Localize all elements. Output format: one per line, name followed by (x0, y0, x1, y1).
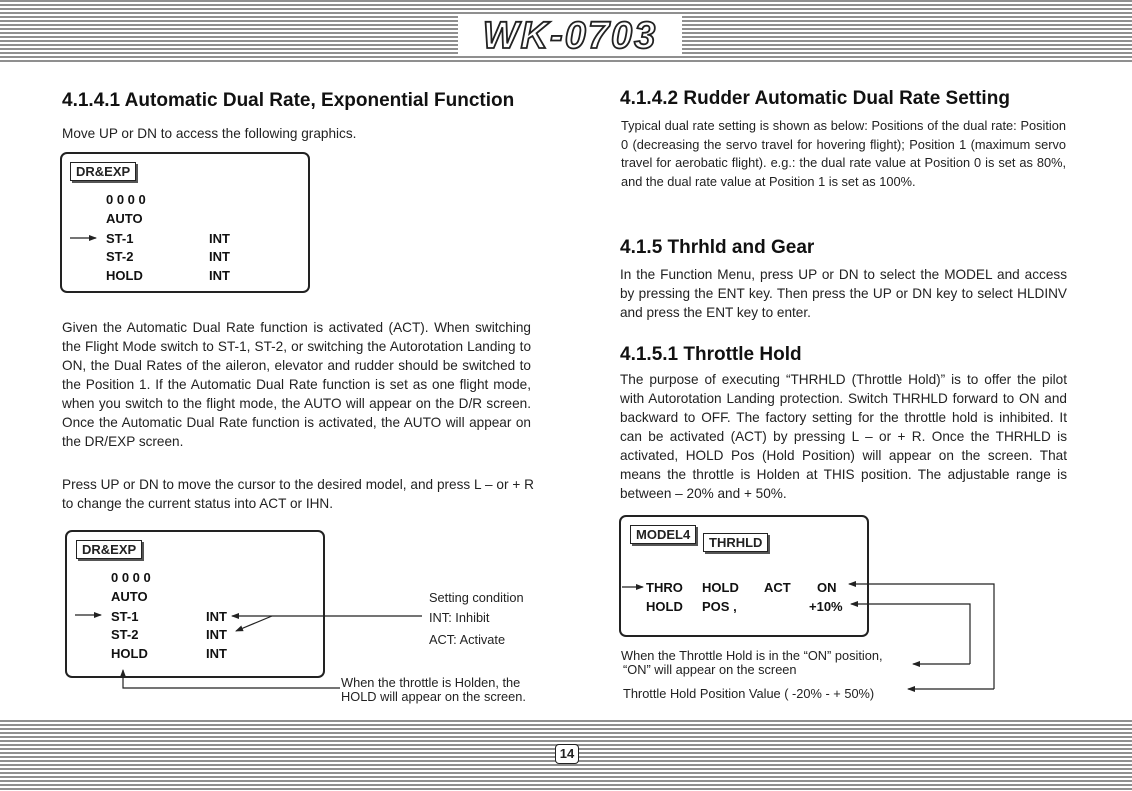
note-on-1: When the Throttle Hold is in the “ON” position, (621, 648, 883, 663)
screen-row2-col3: +10% (809, 599, 843, 614)
screen-row-label: ST-2 (111, 627, 139, 642)
screen-row-label: HOLD (106, 268, 143, 283)
screen-row-label: 0 0 0 0 (111, 570, 151, 585)
screen-tag: DR&EXP (76, 540, 142, 559)
screen-tag: DR&EXP (70, 162, 136, 181)
section-heading-4-1-4-1: 4.1.4.1 Automatic Dual Rate, Exponential Function (62, 90, 515, 111)
intro-text: Move UP or DN to access the following graphics. (62, 126, 357, 141)
screen-row-label: HOLD (111, 646, 148, 661)
screen-row2-col1: HOLD (646, 599, 683, 614)
wk-logo (458, 14, 682, 56)
section-heading-4-1-5-1: 4.1.5.1 Throttle Hold (620, 344, 802, 365)
screen-row-value: INT (206, 646, 227, 661)
lcd-screen-dr-exp-2 (65, 530, 325, 678)
screen-tag-model: MODEL4 (630, 525, 696, 544)
screen-row1-col1: THRO (646, 580, 683, 595)
note-position-value: Throttle Hold Position Value ( -20% - + 50%) (623, 686, 875, 701)
lcd-screen-dr-exp-1 (60, 152, 310, 293)
note-setting-condition: Setting condition (429, 590, 524, 605)
section-heading-4-1-4-2: 4.1.4.2 Rudder Automatic Dual Rate Setting (620, 88, 1010, 109)
screen-row-label: 0 0 0 0 (106, 192, 146, 207)
section-heading-4-1-5: 4.1.5 Thrhld and Gear (620, 237, 815, 258)
screen-row-label: ST-2 (106, 249, 134, 264)
lcd-screen-thrhld (619, 515, 869, 637)
screen-tag-thrhld: THRHLD (703, 533, 768, 552)
note-act-activate: ACT: Activate (429, 632, 506, 647)
on-arrow-top (849, 584, 994, 689)
note-hold-1: When the throttle is Holden, the (341, 675, 521, 690)
page-number: 14 (555, 744, 579, 764)
screen-row-label: AUTO (111, 589, 148, 604)
screen-row1-col4: ON (817, 580, 837, 595)
paragraph-throttle-hold: The purpose of executing “THRHLD (Throttle Hold)” is to offer the pilot with Autorotation Landing protection. Switch THRHLD forward to ON and backward to OFF. The factory setting for the throttle hold is inhibited. It can be activated (ACT) by pressing L – or + R. Once the THRHLD is activated, HOLD Pos (Hold Position) will appear on the screen. That means the throttle is Holden at THIS position. The adjustable range is between – 20% and + 50%. (620, 372, 1067, 501)
paragraph-press-up-dn: Press UP or DN to move the cursor to the desired model, and press L – or + R to change the current status into ACT or IHN. (62, 477, 534, 511)
screen-row1-col2: HOLD (702, 580, 739, 595)
note-int-inhibit: INT: Inhibit (429, 610, 490, 625)
screen-row-label: ST-1 (111, 609, 139, 624)
screen-row2-col2: POS , (702, 599, 737, 614)
note-on-2: “ON” will appear on the screen (623, 662, 797, 677)
screen-row-value: INT (209, 268, 230, 283)
paragraph-thrhld-gear: In the Function Menu, press UP or DN to select the MODEL and access by pressing the ENT key. Then press the UP or DN key to select HLDINV and press the ENT key to enter. (620, 267, 1067, 320)
paragraph-rudder-dual-rate: Typical dual rate setting is shown as below: Positions of the dual rate: Position 0 (decreasing the servo travel for hovering flight); Position 1 (maximum servo travel for aerobatic flight). e.g.: the dual rate value at Position 0 is set as 80%, and the dual rate value at Position 1 is set as 100%. (621, 118, 1066, 189)
paragraph-auto-dual-rate: Given the Automatic Dual Rate function is activated (ACT). When switching the Flight Mode switch to ST-1, ST-2, or switching the Autorotation Landing to ON, the Dual Rates of the aileron, elevator and rudder should be switched to the Position 1. If the Automatic Dual Rate function is set as one flight mode, when you switch to the flight mode, the AUTO will appear on the D/R screen. Once the Automatic Dual Rate function is activated, the AUTO will appear on the DR/EXP screen. (62, 320, 531, 449)
logo-text: WK-0703 (482, 15, 658, 56)
screen-row-value: INT (209, 249, 230, 264)
screen-row-value: INT (206, 609, 227, 624)
note-hold-2: HOLD will appear on the screen. (341, 689, 526, 704)
screen-row1-col3: ACT (764, 580, 791, 595)
screen-row-label: ST-1 (106, 231, 134, 246)
screen-row-value: INT (209, 231, 230, 246)
screen-row-label: AUTO (106, 211, 143, 226)
screen-row-value: INT (206, 627, 227, 642)
